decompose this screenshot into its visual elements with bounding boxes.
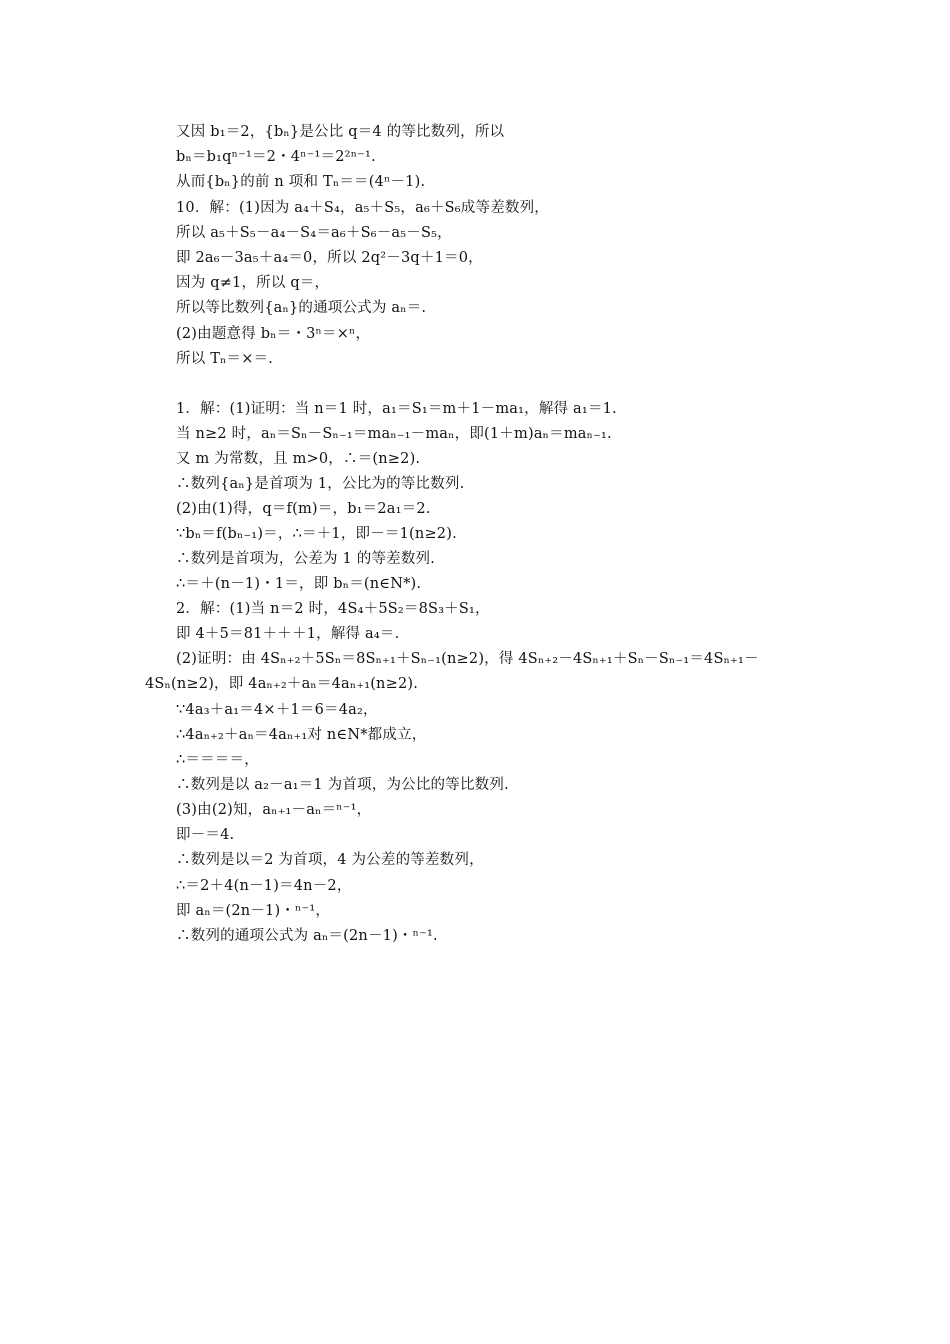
text-line: 所以等比数列{aₙ}的通项公式为 aₙ＝. (176, 300, 427, 316)
text-line: (3)由(2)知，aₙ₊₁－aₙ＝ⁿ⁻¹， (176, 802, 372, 818)
text-line: ∴＝＋(n－1)・1＝，即 bₙ＝(n∈N*). (176, 576, 422, 592)
text-line: ∵bₙ＝f(bₙ₋₁)＝，∴＝＋1，即－＝1(n≥2). (176, 526, 457, 542)
text-line: 4Sₙ(n≥2)，即 4aₙ₊₂＋aₙ＝4aₙ₊₁(n≥2). (145, 676, 419, 692)
text-line: 当 n≥2 时，aₙ＝Sₙ－Sₙ₋₁＝maₙ₋₁－maₙ，即(1＋m)aₙ＝maₙ₋₁. (176, 426, 612, 442)
text-line: (2)由题意得 bₙ＝・3ⁿ＝×ⁿ， (176, 326, 371, 342)
text-line: 又 m 为常数，且 m>0，∴＝(n≥2). (176, 451, 421, 467)
text-line: 即－＝4. (176, 827, 235, 843)
text-line: (2)证明：由 4Sₙ₊₂＋5Sₙ＝8Sₙ₊₁＋Sₙ₋₁(n≥2)，得 4Sₙ₊₂－4Sₙ₊₁＋Sₙ－Sₙ₋₁＝4Sₙ₊₁－ (176, 651, 759, 667)
text-line: 即 2a₆－3a₅＋a₄＝0，所以 2q²－3q＋1＝0， (176, 250, 483, 266)
text-line: 从而{bₙ}的前 n 项和 Tₙ＝＝(4ⁿ－1). (176, 174, 426, 190)
text-line: bₙ＝b₁qⁿ⁻¹＝2・4ⁿ⁻¹＝2²ⁿ⁻¹. (176, 149, 376, 165)
text-line: 又因 b₁＝2，{bₙ}是公比 q＝4 的等比数列，所以 (176, 124, 505, 140)
text-line: ∴数列是以 a₂－a₁＝1 为首项，为公比的等比数列. (176, 777, 509, 793)
text-line: 所以 a₅＋S₅－a₄－S₄＝a₆＋S₆－a₅－S₅， (176, 225, 452, 241)
text-line: 即 aₙ＝(2n－1)・ⁿ⁻¹， (176, 903, 331, 919)
text-line: ∴＝2＋4(n－1)＝4n－2， (176, 878, 352, 894)
text-line: ∴数列是以＝2 为首项，4 为公差的等差数列， (176, 852, 484, 868)
text-line: 1．解：(1)证明：当 n＝1 时，a₁＝S₁＝m＋1－ma₁，解得 a₁＝1. (176, 401, 617, 417)
text-line: ∴4aₙ₊₂＋aₙ＝4aₙ₊₁对 n∈N*都成立， (176, 727, 427, 743)
text-line: ∴数列的通项公式为 aₙ＝(2n－1)・ⁿ⁻¹. (176, 928, 438, 944)
text-line: ∴数列是首项为，公差为 1 的等差数列. (176, 551, 436, 567)
text-line: ∴＝＝＝＝， (176, 752, 259, 768)
text-line: 因为 q≠1，所以 q＝， (176, 275, 330, 291)
text-line: 所以 Tₙ＝×＝. (176, 351, 274, 367)
text-line: ∵4a₃＋a₁＝4×＋1＝6＝4a₂， (176, 702, 378, 718)
text-line: ∴数列{aₙ}是首项为 1，公比为的等比数列. (176, 476, 465, 492)
text-line: 10．解：(1)因为 a₄＋S₄，a₅＋S₅，a₆＋S₆成等差数列， (176, 200, 550, 216)
text-line: (2)由(1)得，q＝f(m)＝，b₁＝2a₁＝2. (176, 501, 431, 517)
text-line: 即 4＋5＝81＋＋＋1，解得 a₄＝. (176, 626, 400, 642)
text-line: 2．解：(1)当 n＝2 时，4S₄＋5S₂＝8S₃＋S₁， (176, 601, 490, 617)
